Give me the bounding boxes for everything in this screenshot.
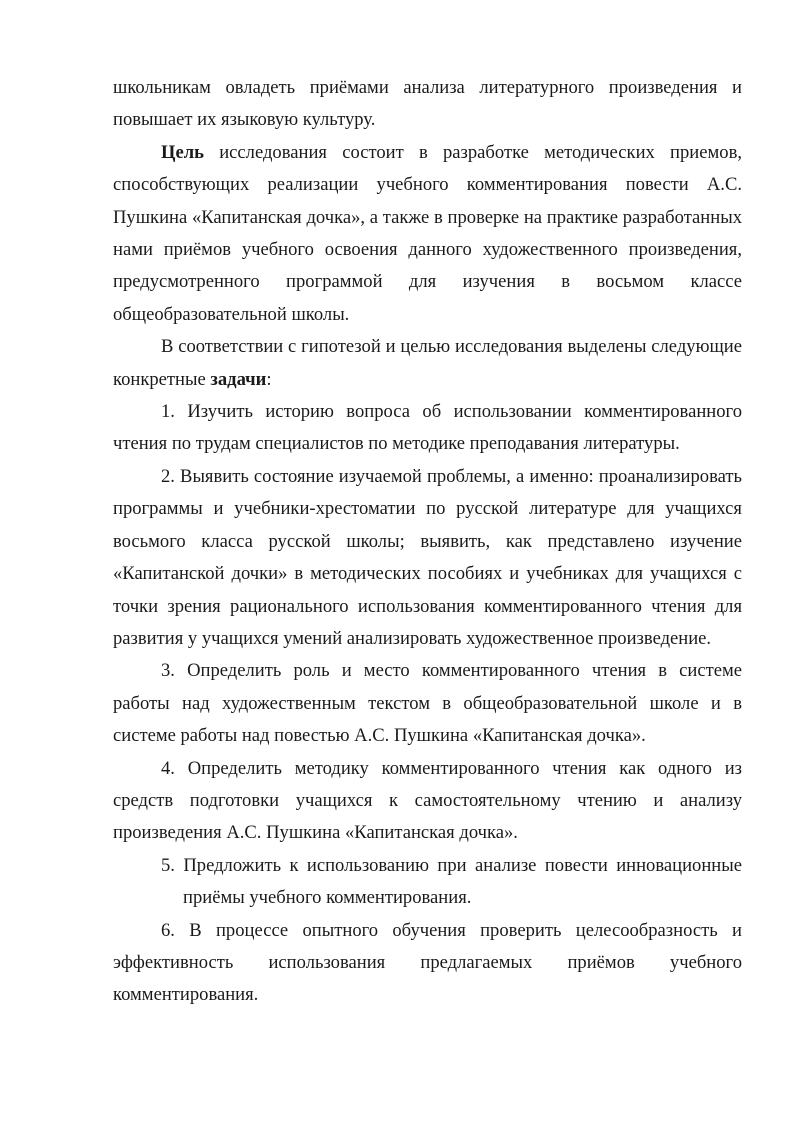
paragraph-tasks-intro bbox=[113, 331, 742, 396]
task-item-6: 6. В процессе опытного обучения проверить целесообразность и эффективность использования предлагаемых приёмов учебного комментирования. bbox=[113, 919, 742, 1006]
task-item-3: 3. Определить роль и место комментированного чтения в системе работы над художественным текстом в общеобразовательной школе и в системе работы над повестью А.С. Пушкина «Капитанская дочка». bbox=[113, 660, 742, 747]
tasks-intro-text: В соответствии с гипотезой и целью исследования выделены следующие конкретные bbox=[113, 336, 742, 390]
paragraph-goal bbox=[113, 137, 742, 331]
goal-text: исследования состоит в разработке методических приемов, способствующих реализации учебного комментирования повести А.С. Пушкина «Капитанская дочка», а также в проверке на практике разработанных нами приёмов учебного освоения данного художественного произведения, предусмотренного программой для изучения в восьмом классе общеобразовательной школы. bbox=[113, 141, 742, 325]
goal-label: Цель bbox=[161, 141, 204, 163]
task-item-1: 1. Изучить историю вопроса об использовании комментированного чтения по трудам специалистов по методике преподавания литературы. bbox=[113, 401, 742, 455]
task-item-4: 4. Определить методику комментированного чтения как одного из средств подготовки учащихся к самостоятельному чтению и анализу произведения А.С. Пушкина «Капитанская дочка». bbox=[113, 757, 742, 844]
paragraph-intro-continuation: школьникам овладеть приёмами анализа литературного произведения и повышает их языковую культуру. bbox=[113, 77, 742, 131]
page-body bbox=[113, 72, 742, 1012]
tasks-intro-colon: : bbox=[266, 368, 272, 390]
tasks-label: задачи bbox=[210, 368, 267, 390]
task-item-5: 5. Предложить к использованию при анализе повести инновационные приёмы учебного комментирования. bbox=[161, 854, 742, 909]
task-item-2: 2. Выявить состояние изучаемой проблемы, а именно: проанализировать программы и учебники-хрестоматии по русской литературе для учащихся восьмого класса русской школы; выявить, как представлено изучение «Капитанской дочки» в методических пособиях и учебниках для учащихся с точки зрения рационального использования комментированного чтения для развития у учащихся умений анализировать художественное произведение. bbox=[113, 465, 742, 649]
